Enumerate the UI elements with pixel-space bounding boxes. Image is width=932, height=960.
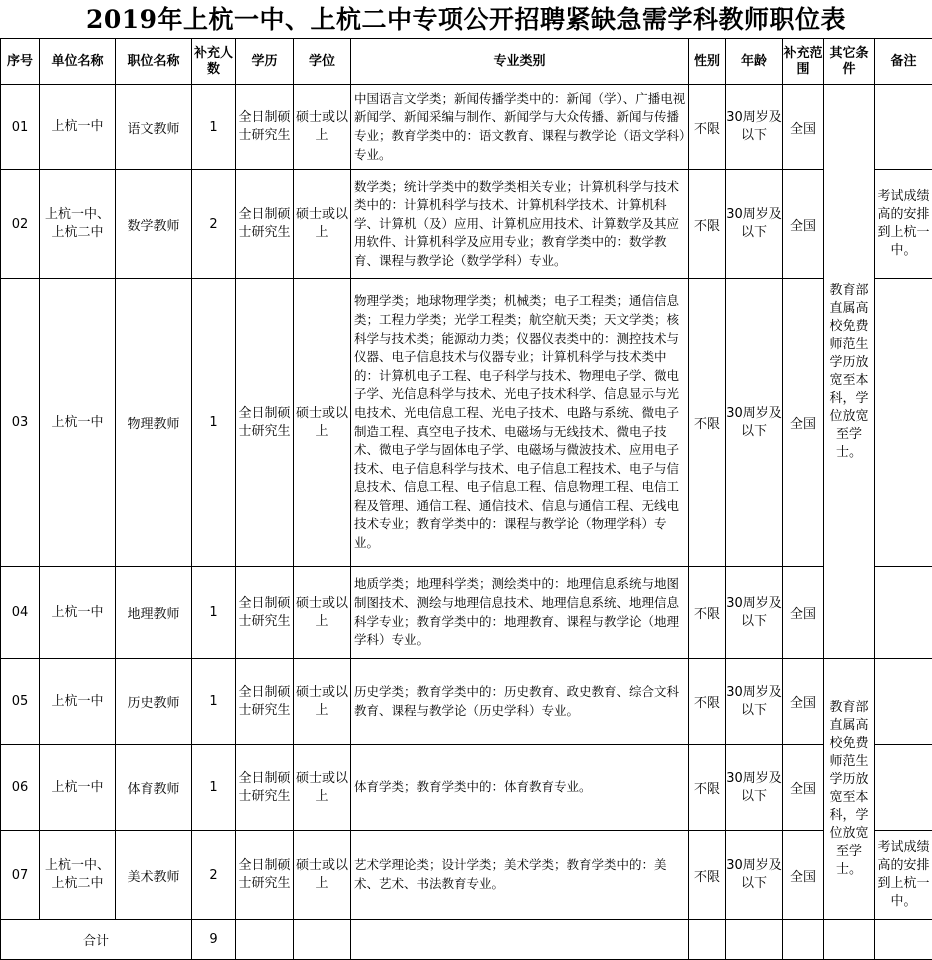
header-degree: 学位 (294, 39, 351, 85)
cell-scope: 全国 (783, 85, 824, 170)
table-header-row (1, 39, 932, 85)
cell-age: 30周岁及以下 (726, 279, 783, 567)
cell-major: 中国语言文学类；新闻传播学类中的：新闻（学）、广播电视新闻学、新闻采编与制作、新闻学与大众传播、新闻与传播专业；教育学类中的：语文教育、课程与教学论（语文学科）专业。 (351, 85, 689, 170)
cell-seq: 05 (1, 659, 40, 745)
cell-gender: 不限 (689, 567, 726, 659)
cell-gender: 不限 (689, 745, 726, 831)
cell-major: 历史学类；教育学类中的：历史教育、政史教育、综合文科教育、课程与教学论（历史学科）专业。 (351, 659, 689, 745)
cell-other-conditions: 教育部直属高校免费师范生学历放宽至本科，学位放宽至学士。 (824, 659, 875, 920)
cell-unit: 上杭一中 (40, 567, 116, 659)
cell-position: 物理教师 (116, 279, 192, 567)
cell-empty (689, 920, 726, 960)
cell-remark-empty (875, 279, 932, 567)
cell-education: 全日制硕士研究生 (236, 567, 294, 659)
cell-age: 30周岁及以下 (726, 85, 783, 170)
table-row (1, 567, 932, 659)
cell-seq: 03 (1, 279, 40, 567)
table-row (1, 745, 932, 831)
cell-unit: 上杭一中、上杭二中 (40, 170, 116, 279)
total-label: 合计 (1, 920, 192, 960)
cell-seq: 07 (1, 831, 40, 920)
cell-remark-empty (875, 567, 932, 659)
cell-education: 全日制硕士研究生 (236, 831, 294, 920)
cell-count: 1 (192, 659, 236, 745)
cell-scope: 全国 (783, 279, 824, 567)
cell-scope: 全国 (783, 831, 824, 920)
cell-gender: 不限 (689, 279, 726, 567)
cell-gender: 不限 (689, 85, 726, 170)
table-row (1, 831, 932, 920)
cell-major: 体育学类；教育学类中的：体育教育专业。 (351, 745, 689, 831)
cell-unit: 上杭一中、上杭二中 (40, 831, 116, 920)
total-row (1, 920, 932, 960)
cell-gender: 不限 (689, 170, 726, 279)
cell-age: 30周岁及以下 (726, 831, 783, 920)
cell-empty (824, 920, 875, 960)
page-title: 2019年上杭一中、上杭二中专项公开招聘紧缺急需学科教师职位表 (85, 5, 847, 34)
cell-seq: 04 (1, 567, 40, 659)
cell-position: 语文教师 (116, 85, 192, 170)
header-age: 年龄 (726, 39, 783, 85)
cell-unit: 上杭一中 (40, 745, 116, 831)
cell-education: 全日制硕士研究生 (236, 279, 294, 567)
header-major: 专业类别 (351, 39, 689, 85)
cell-unit: 上杭一中 (40, 279, 116, 567)
cell-unit: 上杭一中 (40, 85, 116, 170)
header-seq: 序号 (1, 39, 40, 85)
cell-degree: 硕士或以上 (294, 85, 351, 170)
cell-age: 30周岁及以下 (726, 659, 783, 745)
cell-remark: 考试成绩高的安排到上杭一中。 (875, 170, 932, 279)
cell-empty (875, 920, 932, 960)
header-education: 学历 (236, 39, 294, 85)
cell-major: 数学类；统计学类中的数学类相关专业；计算机科学与技术类中的：计算机科学与技术、计算机科学技术、计算机科学、计算机（及）应用、计算机应用技术、计算数学及其应用软件、计算机科学及应用专业；教育学类中的：数学教育、课程与教学论（数学学科）专业。 (351, 170, 689, 279)
table-row (1, 659, 932, 745)
header-gender: 性别 (689, 39, 726, 85)
cell-major: 物理学类；地球物理学类；机械类；电子工程类；通信信息类；工程力学类；光学工程类；航空航天类；天文学类；核科学与技术类；能源动力类；仪器仪表类中的：测控技术与仪器、电子信息技术与仪器专业；计算机科学与技术类中的：计算机电子工程、电子科学与技术、物理电子学、微电子学、光信息科学与技术、光电子技术科学、信息显示与光电技术、光电信息工程、光电子技术、电路与系统、微电子制造工程、真空电子技术、电磁场与无线技术、微电子技术、微电子学与固体电子学、电磁场与微波技术、应用电子技术、电子信息科学与技术、电子信息工程技术、电子与信息技术、信息工程、电子信息工程、信息物理工程、电信工程及管理、通信工程、通信技术、信息与通信工程、无线电技术专业；教育学类中的：课程与教学论（物理学科）专业。 (351, 279, 689, 567)
cell-education: 全日制硕士研究生 (236, 170, 294, 279)
cell-seq: 06 (1, 745, 40, 831)
cell-position: 数学教师 (116, 170, 192, 279)
table-row (1, 279, 932, 567)
cell-education: 全日制硕士研究生 (236, 659, 294, 745)
cell-scope: 全国 (783, 170, 824, 279)
cell-count: 1 (192, 745, 236, 831)
cell-count: 1 (192, 85, 236, 170)
cell-count: 2 (192, 170, 236, 279)
cell-degree: 硕士或以上 (294, 659, 351, 745)
cell-degree: 硕士或以上 (294, 279, 351, 567)
cell-scope: 全国 (783, 567, 824, 659)
cell-position: 地理教师 (116, 567, 192, 659)
cell-empty (294, 920, 351, 960)
cell-age: 30周岁及以下 (726, 567, 783, 659)
cell-empty (726, 920, 783, 960)
header-unit: 单位名称 (40, 39, 116, 85)
cell-remark-empty (875, 85, 932, 170)
cell-other-conditions: 教育部直属高校免费师范生学历放宽至本科，学位放宽至学士。 (824, 85, 875, 659)
cell-major: 地质学类；地理科学类；测绘类中的：地理信息系统与地图制图技术、测绘与地理信息技术、地理信息系统、地理信息科学专业；教育学类中的：地理教育、课程与教学论（地理学科）专业。 (351, 567, 689, 659)
cell-empty (783, 920, 824, 960)
cell-degree: 硕士或以上 (294, 567, 351, 659)
cell-age: 30周岁及以下 (726, 745, 783, 831)
total-count: 9 (192, 920, 236, 960)
cell-education: 全日制硕士研究生 (236, 745, 294, 831)
cell-position: 美术教师 (116, 831, 192, 920)
cell-count: 1 (192, 567, 236, 659)
cell-position: 体育教师 (116, 745, 192, 831)
cell-education: 全日制硕士研究生 (236, 85, 294, 170)
cell-empty (351, 920, 689, 960)
cell-position: 历史教师 (116, 659, 192, 745)
cell-scope: 全国 (783, 659, 824, 745)
cell-gender: 不限 (689, 831, 726, 920)
cell-major: 艺术学理论类；设计学类；美术学类；教育学类中的：美术、艺术、书法教育专业。 (351, 831, 689, 920)
cell-empty (236, 920, 294, 960)
cell-seq: 01 (1, 85, 40, 170)
header-count: 补充人数 (192, 39, 236, 85)
cell-unit: 上杭一中 (40, 659, 116, 745)
cell-degree: 硕士或以上 (294, 170, 351, 279)
header-remark: 备注 (875, 39, 932, 85)
cell-degree: 硕士或以上 (294, 745, 351, 831)
cell-count: 2 (192, 831, 236, 920)
cell-gender: 不限 (689, 659, 726, 745)
cell-remark-empty (875, 745, 932, 831)
cell-count: 1 (192, 279, 236, 567)
header-position: 职位名称 (116, 39, 192, 85)
cell-remark-empty (875, 659, 932, 745)
cell-remark: 考试成绩高的安排到上杭一中。 (875, 831, 932, 920)
header-scope: 补充范围 (783, 39, 824, 85)
position-table (0, 38, 932, 960)
header-other: 其它条件 (824, 39, 875, 85)
table-row (1, 85, 932, 170)
cell-degree: 硕士或以上 (294, 831, 351, 920)
table-row (1, 170, 932, 279)
cell-age: 30周岁及以下 (726, 170, 783, 279)
cell-seq: 02 (1, 170, 40, 279)
cell-scope: 全国 (783, 745, 824, 831)
